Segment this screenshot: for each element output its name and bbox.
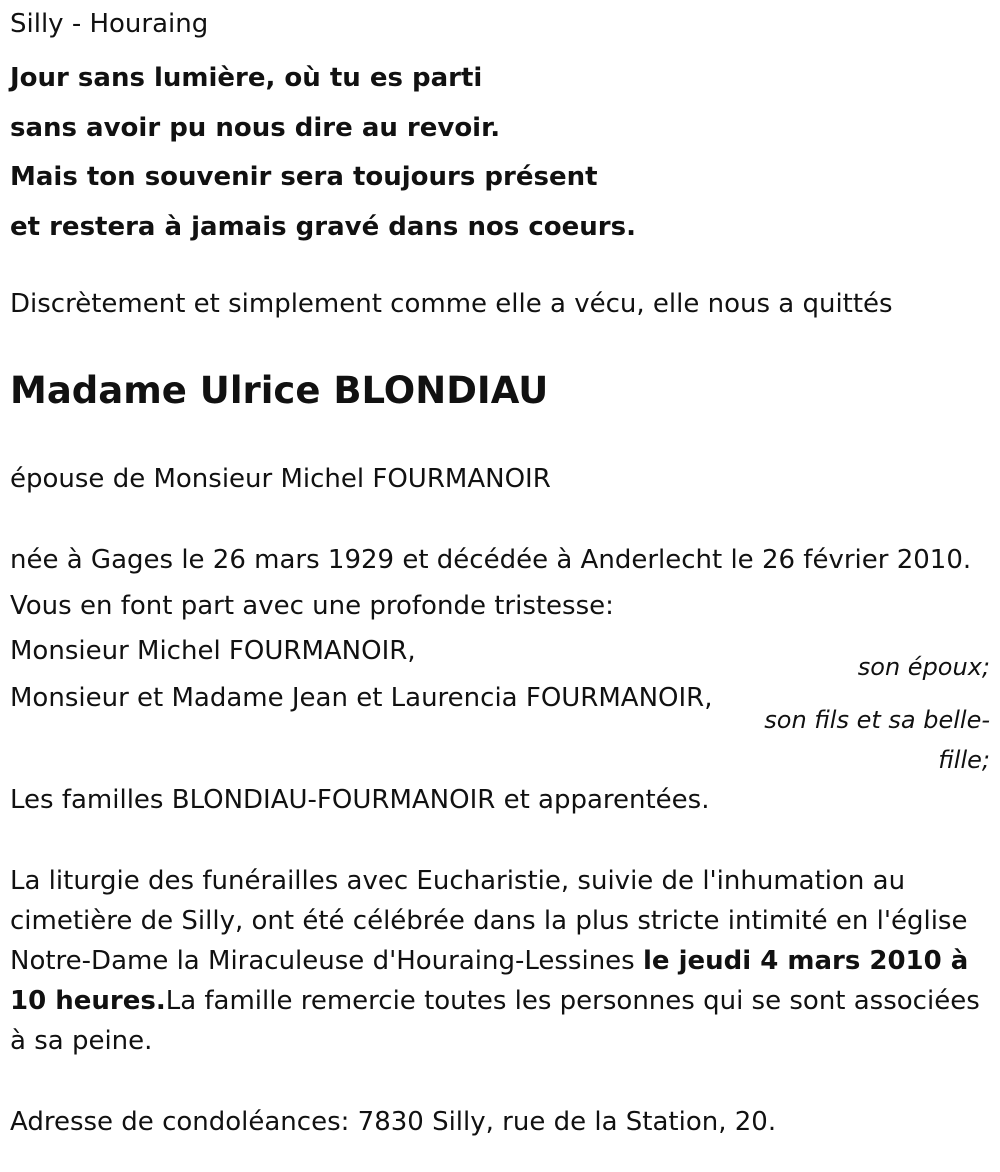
birth-death-text: née à Gages le 26 mars 1929 et décédée à Anderlecht le 26 février 2010. [10, 545, 972, 575]
families-line: Les familles BLONDIAU-FOURMANOIR et apparentées. [10, 785, 710, 815]
condolence-address: Adresse de condoléances: 7830 Silly, rue de la Station, 20. [10, 1107, 777, 1137]
announcement-text: Vous en font part avec une profonde tristesse: [10, 591, 614, 621]
poem-line: Mais ton souvenir sera toujours présent [10, 162, 598, 192]
poem-line: Jour sans lumière, où tu es parti [10, 63, 483, 93]
liturgy-text: La liturgie des funérailles avec Eucharistie, suivie de l'inhumation au cimetière de Silly, ont été célébrée dans la plus stricte intimité en l'église Notre-Dame la Miraculeuse d'Houraing-Lessines [10, 866, 968, 976]
liturgy-paragraph [10, 861, 995, 1061]
deceased-name: Madame Ulrice BLONDIAU [10, 369, 549, 412]
family-member-row [10, 631, 990, 681]
family-member-row [10, 678, 990, 796]
spouse-of-text: épouse de Monsieur Michel FOURMANOIR [10, 464, 551, 494]
liturgy-thanks: La famille remercie toutes les personnes qui se sont associées à sa peine. [10, 986, 980, 1056]
family-member-relation: son époux; [857, 653, 990, 681]
family-member-relation: son fils et sa belle-fille; [764, 706, 990, 774]
poem-line: sans avoir pu nous dire au revoir. [10, 112, 501, 143]
liturgy-date: le jeudi 4 mars 2010 à 10 heures. [10, 946, 969, 1016]
family-member-name: Monsieur et Madame Jean et Laurencia FOURMANOIR, [10, 683, 713, 713]
poem [10, 54, 990, 252]
intro-text: Discrètement et simplement comme elle a vécu, elle nous a quittés [10, 289, 893, 319]
poem-line: et restera à jamais gravé dans nos coeurs. [10, 211, 636, 242]
location-header: Silly - Houraing [10, 9, 209, 39]
family-member-name: Monsieur Michel FOURMANOIR, [10, 636, 416, 666]
